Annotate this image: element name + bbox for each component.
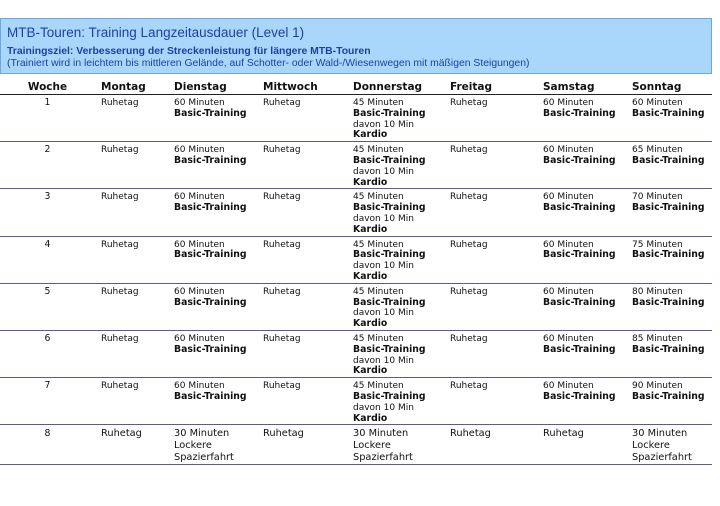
sunday-duration: 80 Minuten [632,286,683,297]
table-header-row [0,80,712,95]
tuesday-duration: 60 Minuten [174,192,225,203]
friday-cell: Ruhetag [444,283,537,330]
page-title: MTB-Touren: Training Langzeitausdauer (Level 1) [7,25,305,40]
tuesday-cell [168,236,257,283]
saturday-kind: Basic-Training [543,390,616,402]
sunday-cell [626,330,712,377]
tuesday-cell [168,378,257,425]
wednesday-cell: Ruhetag [257,425,347,465]
saturday-kind: Basic-Training [543,202,616,214]
tuesday-duration: 60 Minuten [174,286,225,297]
week-number: 8 [0,425,95,465]
friday-cell: Ruhetag [444,95,537,142]
tuesday-duration: 30 Minuten [174,428,230,440]
sunday-duration: 30 Minuten [632,428,688,440]
column-header-week: Woche [0,80,95,95]
tuesday-kind: Basic-Training [174,296,247,308]
thursday-cardio: Kardio [353,223,388,235]
saturday-duration: 60 Minuten [543,145,594,156]
thursday-cell [347,283,444,330]
saturday-kind: Basic-Training [543,343,616,355]
thursday-cardio: Kardio [353,129,388,141]
sunday-duration: 65 Minuten [632,145,683,156]
saturday-kind: Basic-Training [543,296,616,308]
saturday-cell [537,283,626,330]
thursday-cell [347,95,444,142]
friday-cell: Ruhetag [444,236,537,283]
column-header-sunday: Sonntag [626,80,712,95]
week-number: 1 [0,95,95,142]
saturday-duration: 60 Minuten [543,333,594,344]
thursday-kind: Basic-Training [353,296,426,308]
monday-cell: Ruhetag [95,236,168,283]
sunday-duration: 85 Minuten [632,333,683,344]
column-header-tuesday: Dienstag [168,80,257,95]
saturday-cell: Ruhetag [537,425,626,465]
tuesday-kind: Basic-Training [174,202,247,214]
tuesday-kind: Basic-Training [174,343,247,355]
friday-cell: Ruhetag [444,330,537,377]
wednesday-cell: Ruhetag [257,378,347,425]
sunday-kind: Basic-Training [632,154,705,166]
thursday-cardio: Kardio [353,318,388,330]
thursday-cardio-duration: davon 10 Min [353,355,414,366]
training-goal: Trainingsziel: Verbesserung der Streckenleistung für längere MTB-Touren [7,46,371,57]
sunday-cell [626,142,712,189]
sunday-cell [626,283,712,330]
monday-cell: Ruhetag [95,95,168,142]
terrain-note: (Trainiert wird in leichtem bis mittleren Gelände, auf Schotter- oder Wald-/Wiesenwegen mit mäßigen Steigungen) [7,58,530,69]
thursday-duration: 45 Minuten [353,286,404,297]
thursday-cell [347,330,444,377]
week-number: 4 [0,236,95,283]
monday-cell: Ruhetag [95,378,168,425]
thursday-cell [347,425,444,465]
monday-cell: Ruhetag [95,425,168,465]
sunday-duration: 70 Minuten [632,192,683,203]
sunday-kind: Basic-Training [632,343,705,355]
tuesday-kind: Basic-Training [174,390,247,402]
tuesday-kind: Basic-Training [174,107,247,119]
saturday-duration: 60 Minuten [543,286,594,297]
thursday-duration: 45 Minuten [353,381,404,392]
thursday-cell [347,378,444,425]
sunday-kind: Basic-Training [632,390,705,402]
plan-header [0,18,712,74]
sunday-cell [626,378,712,425]
wednesday-cell: Ruhetag [257,283,347,330]
tuesday-kind: Lockere [174,440,212,452]
sunday-kind: Lockere [632,440,670,452]
tuesday-cell [168,425,257,465]
thursday-cardio-duration: davon 10 Min [353,213,414,224]
monday-cell: Ruhetag [95,142,168,189]
tuesday-duration: 60 Minuten [174,333,225,344]
thursday-cell [347,189,444,236]
saturday-cell [537,378,626,425]
sunday-kind: Basic-Training [632,107,705,119]
week-number: 5 [0,283,95,330]
thursday-duration: 45 Minuten [353,333,404,344]
friday-cell: Ruhetag [444,189,537,236]
tuesday-duration: 60 Minuten [174,98,225,108]
week-number: 3 [0,189,95,236]
saturday-cell [537,236,626,283]
thursday-kind: Basic-Training [353,154,426,166]
thursday-cardio-duration: davon 10 Min [353,119,414,130]
tuesday-duration: 60 Minuten [174,381,225,392]
sunday-duration: 75 Minuten [632,239,683,250]
tuesday-cell [168,189,257,236]
friday-cell: Ruhetag [444,425,537,465]
thursday-duration: 45 Minuten [353,192,404,203]
wednesday-cell: Ruhetag [257,236,347,283]
monday-cell: Ruhetag [95,189,168,236]
tuesday-cell [168,142,257,189]
friday-cell: Ruhetag [444,142,537,189]
sunday-cell [626,425,712,465]
thursday-kind: Basic-Training [353,107,426,119]
monday-cell: Ruhetag [95,330,168,377]
sunday-cell [626,189,712,236]
tuesday-duration: 60 Minuten [174,145,225,156]
week-number: 7 [0,378,95,425]
saturday-kind: Basic-Training [543,154,616,166]
wednesday-cell: Ruhetag [257,142,347,189]
table-row [0,330,712,377]
sunday-cell [626,236,712,283]
column-header-friday: Freitag [444,80,537,95]
saturday-duration: 60 Minuten [543,381,594,392]
friday-cell: Ruhetag [444,378,537,425]
sunday-kind: Basic-Training [632,202,705,214]
thursday-cardio-duration: davon 10 Min [353,166,414,177]
table-row [0,142,712,189]
monday-cell: Ruhetag [95,283,168,330]
thursday-kind: Basic-Training [353,343,426,355]
thursday-cardio: Kardio [353,412,388,424]
table-row [0,236,712,283]
thursday-duration: 45 Minuten [353,98,404,108]
column-header-thursday: Donnerstag [347,80,444,95]
saturday-duration: 60 Minuten [543,192,594,203]
thursday-cell [347,236,444,283]
saturday-kind: Basic-Training [543,249,616,261]
thursday-kind-2: Spazierfahrt [353,452,413,464]
saturday-duration: 60 Minuten [543,239,594,250]
tuesday-kind: Basic-Training [174,249,247,261]
tuesday-duration: 60 Minuten [174,239,225,250]
thursday-cardio: Kardio [353,270,388,282]
column-header-saturday: Samstag [537,80,626,95]
thursday-kind: Lockere [353,440,391,452]
thursday-cardio-duration: davon 10 Min [353,308,414,319]
column-header-monday: Montag [95,80,168,95]
table-row [0,95,712,142]
thursday-cell [347,142,444,189]
thursday-cardio: Kardio [353,176,388,188]
sunday-kind: Basic-Training [632,296,705,308]
thursday-kind: Basic-Training [353,390,426,402]
tuesday-cell [168,330,257,377]
table-row-week-8 [0,425,712,465]
thursday-kind: Basic-Training [353,202,426,214]
sunday-duration: 90 Minuten [632,381,683,392]
wednesday-cell: Ruhetag [257,330,347,377]
table-row [0,283,712,330]
column-header-wednesday: Mittwoch [257,80,347,95]
sunday-kind: Basic-Training [632,249,705,261]
week-number: 6 [0,330,95,377]
sunday-duration: 60 Minuten [632,98,683,108]
saturday-cell [537,95,626,142]
sunday-cell [626,95,712,142]
saturday-cell [537,142,626,189]
thursday-kind: Basic-Training [353,249,426,261]
thursday-duration: 30 Minuten [353,428,409,440]
saturday-cell [537,330,626,377]
tuesday-cell [168,283,257,330]
sunday-kind-2: Spazierfahrt [632,452,692,464]
saturday-cell [537,189,626,236]
tuesday-cell [168,95,257,142]
thursday-duration: 45 Minuten [353,145,404,156]
table-row [0,378,712,425]
thursday-cardio-duration: davon 10 Min [353,402,414,413]
tuesday-kind: Basic-Training [174,154,247,166]
thursday-duration: 45 Minuten [353,239,404,250]
wednesday-cell: Ruhetag [257,95,347,142]
thursday-cardio: Kardio [353,365,388,377]
schedule-body [0,95,712,465]
saturday-kind: Basic-Training [543,107,616,119]
thursday-cardio-duration: davon 10 Min [353,261,414,272]
saturday-duration: 60 Minuten [543,98,594,108]
training-schedule-table [0,80,712,465]
tuesday-kind-2: Spazierfahrt [174,452,234,464]
wednesday-cell: Ruhetag [257,189,347,236]
table-row [0,189,712,236]
week-number: 2 [0,142,95,189]
